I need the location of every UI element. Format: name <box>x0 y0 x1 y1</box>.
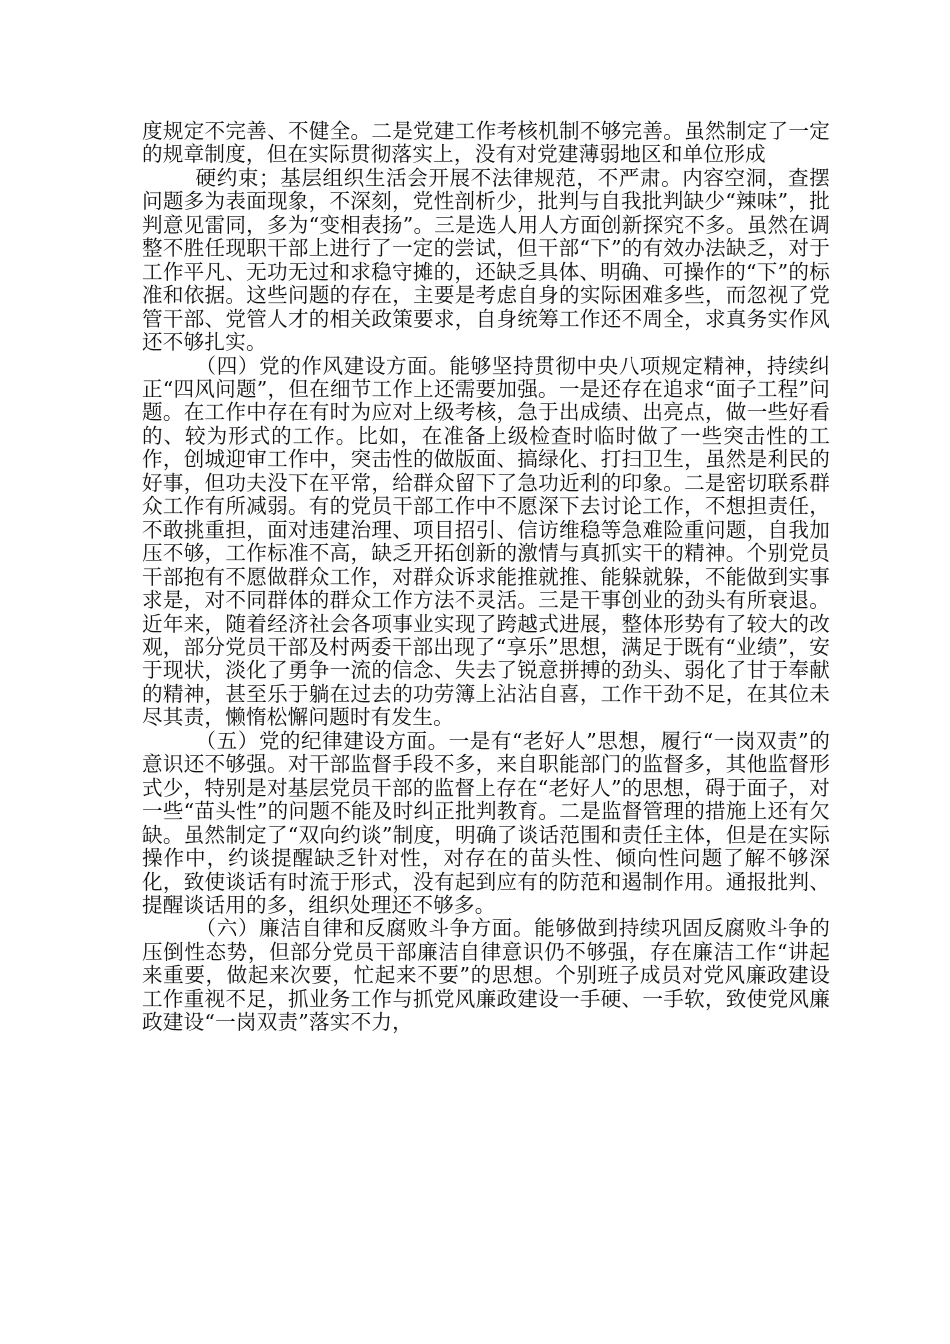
paragraph-4: （五）党的纪律建设方面。一是有“老好人”思想，履行“一岗双责”的意识还不够强。对干部监督手段不多，来自职能部门的监督多，其他监督形式少，特别是对基层党员干部的监督上存在“老好人”的思想，碍于面子，对一些“苗头性”的问题不能及时纠正批判教育。二是监督管理的措施上还有欠缺。虽然制定了“双向约谈”制度，明确了谈话范围和责任主体，但是在实际操作中，约谈提醒缺乏针对性，对存在的苗头性、倾向性问题了解不够深化，致使谈话有时流于形式，没有起到应有的防范和遏制作用。通报批判、提醒谈话用的多，组织处理还不够多。 <box>142 728 830 917</box>
paragraph-1: 度规定不完善、不健全。二是党建工作考核机制不够完善。虽然制定了一定的规章制度，但在实际贯彻落实上，没有对党建薄弱地区和单位形成 <box>142 119 830 167</box>
paragraph-2: 硬约束；基层组织生活会开展不法律规范，不严肃。内容空洞，查摆问题多为表面现象，不深刻，党性剖析少，批判与自我批判缺少“辣味”，批判意见雷同，多为“变相表扬”。三是选人用人方面创新探究不多。虽然在调整不胜任现职干部上进行了一定的尝试，但干部“下”的有效办法缺乏，对于工作平凡、无功无过和求稳守摊的，还缺乏具体、明确、可操作的“下”的标准和依据。这些问题的存在，主要是考虑自身的实际困难多些，而忽视了党管干部、党管人才的相关政策要求，自身统筹工作还不周全，求真务实作风还不够扎实。 <box>142 165 830 355</box>
paragraph-3: （四）党的作风建设方面。能够坚持贯彻中央八项规定精神，持续纠正“四风问题”，但在细节工作上还需要加强。一是还存在追求“面子工程”问题。在工作中存在有时为应对上级考核，急于出成绩、出亮点，做一些好看的、较为形式的工作。比如，在准备上级检查时临时做了一些突击性的工作，创城迎审工作中，突击性的做版面、搞绿化、打扫卫生，虽然是利民的好事，但功夫没下在平常，给群众留下了急功近利的印象。二是密切联系群众工作有所减弱。有的党员干部工作中不愿深下去讨论工作，不想担责任，不敢挑重担，面对违建治理、项目招引、信访维稳等急难险重问题，自我加压不够，工作标准不高，缺乏开拓创新的激情与真抓实干的精神。个别党员干部抱有不愿做群众工作，对群众诉求能推就推、能躲就躲，不能做到实事求是，对不同群体的群众工作方法不灵活。三是干事创业的劲头有所衰退。近年来，随着经济社会各项事业实现了跨越式进展，整体形势有了较大的改观，部分党员干部及村两委干部出现了“享乐”思想，满足于既有“业绩”，安于现状，淡化了勇争一流的信念、失去了锐意拼搏的劲头、弱化了甘于奉献的精神，甚至乐于躺在过去的功劳簿上沾沾自喜，工作干劲不足，在其位未尽其责，懒惰松懈问题时有发生。 <box>142 353 830 730</box>
document-page <box>142 120 830 1035</box>
paragraph-5: （六）廉洁自律和反腐败斗争方面。能够做到持续巩固反腐败斗争的压倒性态势，但部分党员干部廉洁自律意识仍不够强，存在廉洁工作“讲起来重要，做起来次要，忙起来不要”的思想。个别班子成员对党风廉政建设工作重视不足，抓业务工作与抓党风廉政建设一手硬、一手软，致使党风廉政建设“一岗双责”落实不力， <box>142 916 830 1035</box>
